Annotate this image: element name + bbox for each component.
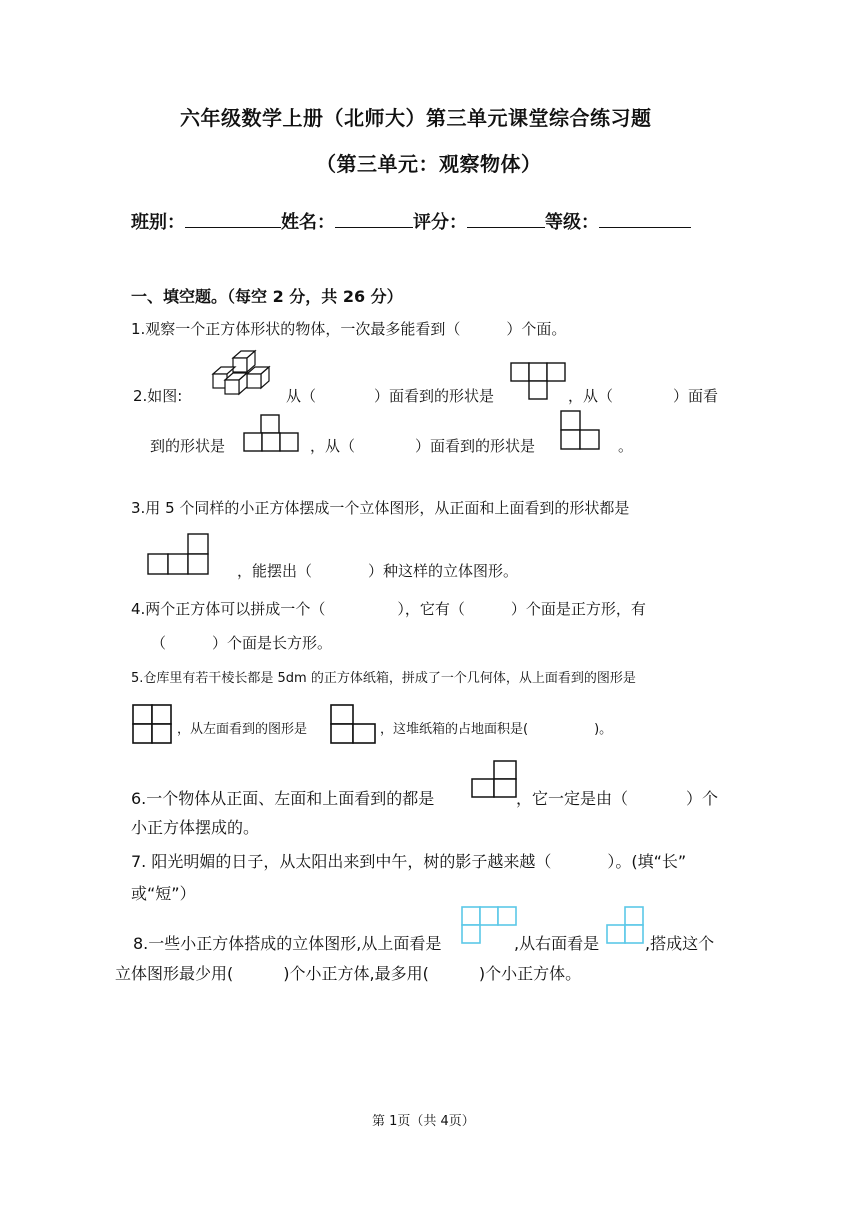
name-label: 姓名：	[281, 212, 335, 233]
score-blank[interactable]	[467, 227, 545, 228]
q8-text-end: )个小正方体。	[478, 964, 582, 983]
question-1	[131, 318, 566, 339]
q3-line2	[237, 560, 518, 581]
q4-text-5: ）个面是长方形。	[212, 634, 333, 652]
q8-text-max: )个小正方体,最多用(	[283, 964, 429, 983]
q7-text: 7. 阳光明媚的日子，从太阳出来到中午，树的影子越来越（	[131, 852, 552, 871]
q8-line2	[115, 961, 581, 984]
name-blank[interactable]	[335, 227, 413, 228]
q6-shape	[470, 760, 518, 800]
q7-text-end: ）。(填“长”	[607, 852, 687, 871]
q6-text-end: ）个	[686, 789, 719, 808]
q8-text-build: ,搭成这个	[645, 934, 715, 953]
q8-right-view-shape	[605, 906, 645, 946]
class-blank[interactable]	[185, 227, 281, 228]
q2-view-shape-1	[510, 362, 568, 400]
score-label: 评分：	[413, 212, 467, 233]
q8-text-start: 8.一些小正方体搭成的立体图形,从上面看是	[133, 934, 442, 953]
q2-text-from-3: ，从（	[310, 437, 356, 455]
q3-text-end: ）种这样的立体图形。	[368, 562, 519, 580]
q8-top-view-shape	[461, 906, 519, 946]
q4-text-1: 4.两个正方体可以拼成一个（	[131, 600, 326, 618]
q2-line2-start: 到的形状是	[150, 437, 226, 455]
page-number: 第 1页（共 4页）	[372, 1114, 475, 1129]
q6-text-start: 6.一个物体从正面、左面和上面看到的都是	[131, 789, 435, 808]
class-label: 班别：	[131, 212, 185, 233]
q3-text: ，能摆出（	[237, 562, 313, 580]
q2-cube-stack-figure	[209, 348, 271, 400]
q3-line1: 3.用 5 个同样的小正方体摆成一个立体图形，从正面和上面看到的形状都是	[131, 499, 630, 517]
q2-line1	[286, 385, 494, 406]
q2-line2	[310, 435, 535, 456]
q4-text-4: （	[151, 634, 167, 652]
q1-text: 1.观察一个正方体形状的物体，一次最多能看到（	[131, 320, 461, 338]
q5-left-view-shape	[330, 704, 378, 746]
page-title: 六年级数学上册（北师大）第三单元课堂综合练习题	[180, 106, 652, 130]
q4-line2	[151, 632, 332, 653]
q2-label: 2.如图:	[133, 387, 183, 405]
q2-period: 。	[618, 437, 634, 455]
q6-line1	[516, 786, 718, 809]
q8-text-min: 立体图形最少用(	[115, 964, 234, 983]
q5-top-view-shape	[132, 704, 174, 746]
q5-text-end: )。	[594, 722, 613, 737]
q7-line2: 或“短”）	[131, 884, 196, 903]
q3-shape	[147, 533, 209, 575]
q4-text-3: ）个面是正方形，有	[510, 600, 646, 618]
q2-view-shape-2	[243, 414, 301, 452]
q4-text-2: ），它有（	[397, 600, 465, 618]
section-heading: 一、填空题。（每空 2 分，共 26 分）	[131, 287, 403, 306]
q4-line1	[131, 598, 646, 619]
q6-line2: 小正方体摆成的。	[131, 818, 260, 837]
q6-text-mid: ，它一定是由（	[516, 789, 629, 808]
page-subtitle: （第三单元：观察物体）	[316, 152, 542, 176]
q2-text-from: 从（	[286, 387, 317, 405]
q5-line2	[380, 718, 612, 737]
q5-text-left: ，从左面看到的图形是	[177, 722, 308, 737]
q2-line1-end	[568, 385, 718, 406]
q7-line1	[131, 849, 686, 872]
q2-text-see: ）面看	[673, 387, 719, 405]
q2-view-shape-3	[560, 410, 602, 452]
info-line	[131, 208, 691, 234]
q2-text-shape-3: ）面看到的形状是	[415, 437, 536, 455]
q1-text-end: ）个面。	[506, 320, 567, 338]
q5-text-area: ，这堆纸箱的占地面积是(	[380, 722, 529, 737]
grade-label: 等级：	[545, 212, 599, 233]
grade-blank[interactable]	[599, 227, 691, 228]
q5-line1: 5.仓库里有若干棱长都是 5dm 的正方体纸箱，拼成了一个几何体，从上面看到的图形是	[131, 671, 636, 686]
q2-text-shape: ）面看到的形状是	[374, 387, 495, 405]
q2-text-from-2: ，从（	[568, 387, 614, 405]
q8-text-right: ,从右面看是	[514, 934, 600, 953]
